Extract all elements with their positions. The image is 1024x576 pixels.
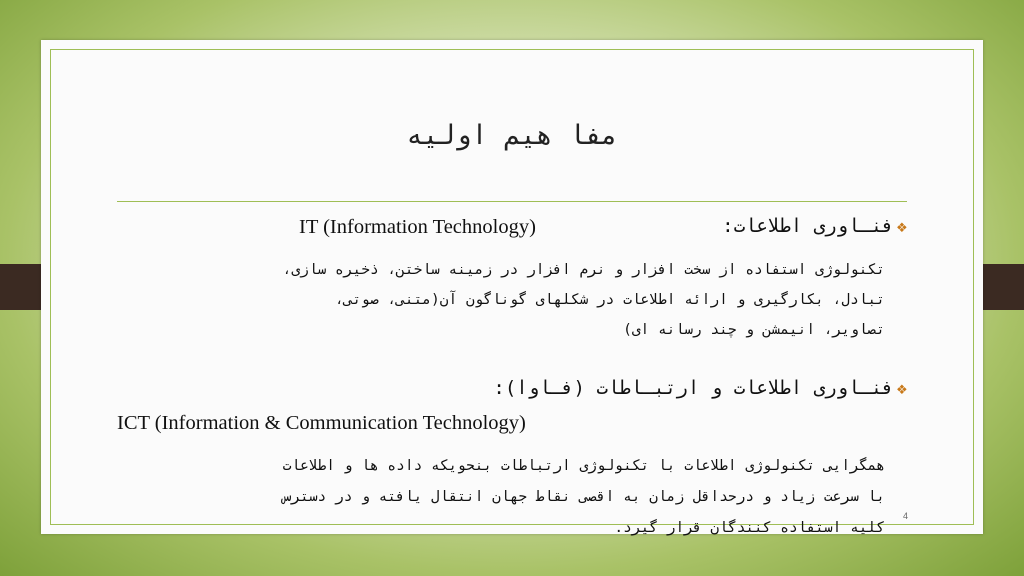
bullet-ict: [493, 377, 907, 399]
ict-desc-line-2: با سرعت زیاد و درحداقل زمان به اقصی نقاط جهان انتقال یافته و در دسترس: [282, 489, 885, 505]
ict-desc-line-1: همگرایی تکنولوژی اطلاعات با تکنولوژی ارتباطات بنحویکه داده ها و اطلاعات: [282, 458, 885, 474]
page-number: 4: [903, 511, 909, 521]
slide: [41, 40, 983, 534]
ict-english-label: ICT (Information & Communication Technology): [117, 412, 526, 434]
it-desc-line-3: تصاویر، انیمشن و چند رسانه ای): [623, 322, 885, 338]
bullet-ict-heading: فنـاوری اطلاعات و ارتبـاطات (فـاوا):: [493, 377, 894, 399]
it-desc-line-1: تکنولوژی استفاده از سخت افزار و نرم افزار در زمینه ساختن، ذخیره سازی،: [282, 262, 885, 278]
bullet-it: [722, 215, 907, 237]
bullet-it-heading: فنـاوری اطلاعات:: [722, 215, 894, 237]
slide-title: مفا هیم اولیه: [406, 120, 618, 151]
diamond-bullet-icon: ❖: [896, 379, 907, 399]
title-divider: [117, 201, 907, 202]
it-english-label: IT (Information Technology): [299, 216, 536, 238]
diamond-bullet-icon: ❖: [896, 217, 907, 237]
it-desc-line-2: تبادل، بکارگیری و ارائه اطلاعات در شکلهای گوناگون آن(متنی، صوتی،: [335, 292, 885, 308]
ict-desc-line-3: کلیه استفاده کنندگان قرار گیرد.: [614, 520, 885, 536]
